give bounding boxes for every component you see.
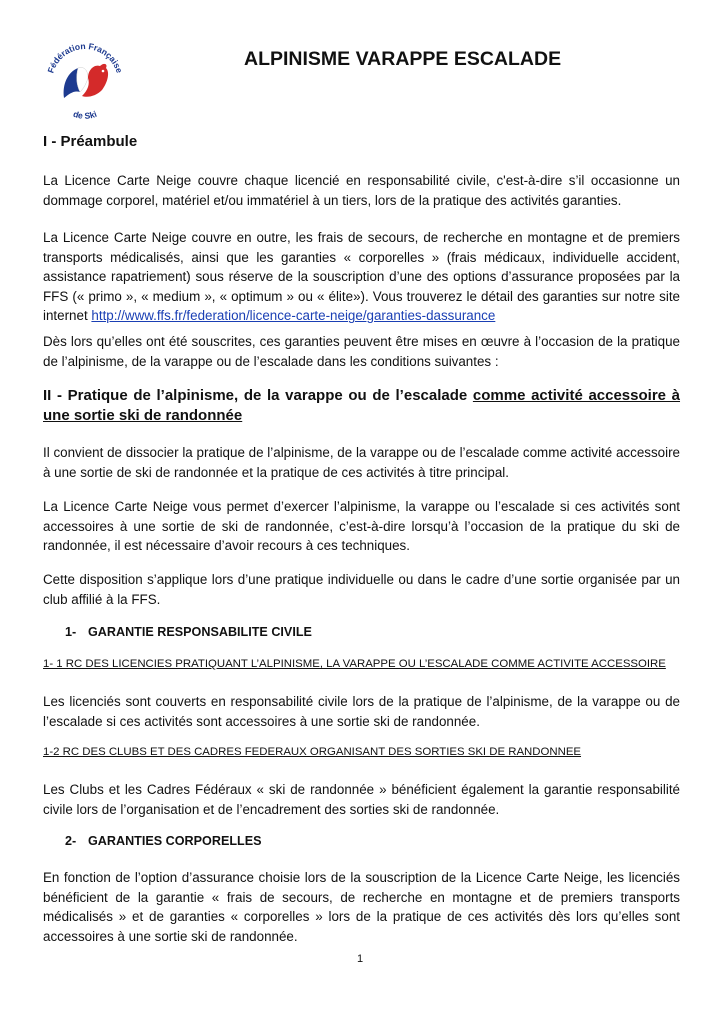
paragraph-section2-2: La Licence Carte Neige vous permet d’exercer l’alpinisme, la varappe ou l’escalade si ces activités sont accessoires à une sortie de ski de randonnée, c’est-à-dire lorsqu’à l’occasion de la pratique du ski de randonnée, il est nécessaire d’avoir recours à ces techniques. bbox=[43, 499, 680, 554]
section-1-heading: I - Préambule bbox=[43, 133, 138, 150]
subsection-1-2-title: 1-2 RC DES CLUBS ET DES CADRES FEDERAUX ORGANISANT DES SORTIES SKI DE RANDONNEE bbox=[43, 746, 582, 758]
ffs-logo bbox=[42, 38, 128, 124]
subsection-1-title: GARANTIE RESPONSABILITE CIVILE bbox=[88, 625, 312, 639]
section-2-heading-underlined: comme activité accessoire à une sortie ski de randonnée bbox=[43, 387, 681, 424]
subsection-1-heading bbox=[65, 625, 312, 639]
paragraph-preambule-2 bbox=[43, 228, 680, 326]
guarantees-link[interactable]: http://www.ffs.fr/federation/licence-carte-neige/garanties-dassurance bbox=[91, 308, 496, 324]
paragraph-section2-3: Cette disposition s’applique lors d’une pratique individuelle ou dans le cadre d’une sortie organisée par un club affilié à la FFS. bbox=[43, 572, 680, 607]
document-title: ALPINISME VARAPPE ESCALADE bbox=[244, 48, 562, 70]
svg-text:de Ski: de Ski bbox=[71, 108, 99, 121]
subsection-2-heading bbox=[65, 834, 262, 848]
paragraph-subsection-1-1: Les licenciés sont couverts en responsabilité civile lors de la pratique de l’alpinisme, de la varappe ou de l’escalade si ces activités sont accessoires à une sortie ski de randonnée. bbox=[43, 694, 680, 729]
paragraph-subsection-1-2: Les Clubs et les Cadres Fédéraux « ski de randonnée » bénéficient également la garantie responsabilité civile lors de l’organisation et de l’encadrement des sorties ski de randonnée. bbox=[43, 782, 680, 817]
paragraph-section2-1: Il convient de dissocier la pratique de l’alpinisme, de la varappe ou de l’escalade comme activité accessoire à une sortie de ski de randonnée et la pratique de ces activités à titre principal. bbox=[43, 445, 680, 480]
section-2-heading-plain: II - Pratique de l’alpinisme, de la varappe ou de l’escalade bbox=[43, 387, 473, 404]
subsection-2-number: 2- bbox=[65, 834, 77, 848]
paragraph-preambule-3: Dès lors qu’elles ont été souscrites, ces garanties peuvent être mises en œuvre à l’occasion de la pratique de l’alpinisme, de la varappe ou de l’escalade dans les conditions suivantes : bbox=[43, 334, 680, 369]
paragraph-preambule-1: La Licence Carte Neige couvre chaque licencié en responsabilité civile, c'est-à-dire s’il occasionne un dommage corporel, matériel et/ou immatériel à un tiers, lors de la pratique des activités garanties. bbox=[43, 173, 680, 208]
subsection-1-number: 1- bbox=[65, 625, 77, 639]
subsection-1-1-title: 1- 1 RC DES LICENCIES PRATIQUANT L’ALPINISME, LA VARAPPE OU L’ESCALADE COMME ACTIVITE ACCESSOIRE bbox=[43, 658, 666, 670]
paragraph-subsection-2: En fonction de l’option d’assurance choisie lors de la souscription de la Licence Carte Neige, les licenciés bénéficient de la garantie « frais de secours, de recherche en montagne et de premiers transports médicalisés » et de garanties « corporelles » lors de la pratique de ces activités dès lors qu’elles sont accessoires à une sortie ski de randonnée. bbox=[43, 870, 680, 944]
paragraph-preambule-2-text: La Licence Carte Neige couvre en outre, les frais de secours, de recherche en montagne et de premiers transports médicalisés, ainsi que les garanties « corporelles » (frais médicaux, individuelle accident, assistance rapatriement) sous réserve de la souscription d’une des options d’assurance proposées par la FFS (« primo », « medium », « optimum » ou « élite»). Vous trouverez le détail des garanties sur notre site internet bbox=[43, 230, 680, 324]
section-2-heading bbox=[43, 386, 680, 426]
svg-text:Fédération Française: Fédération Française bbox=[45, 40, 125, 75]
subsection-2-title: GARANTIES CORPORELLES bbox=[88, 834, 262, 848]
page-number: 1 bbox=[357, 953, 364, 965]
